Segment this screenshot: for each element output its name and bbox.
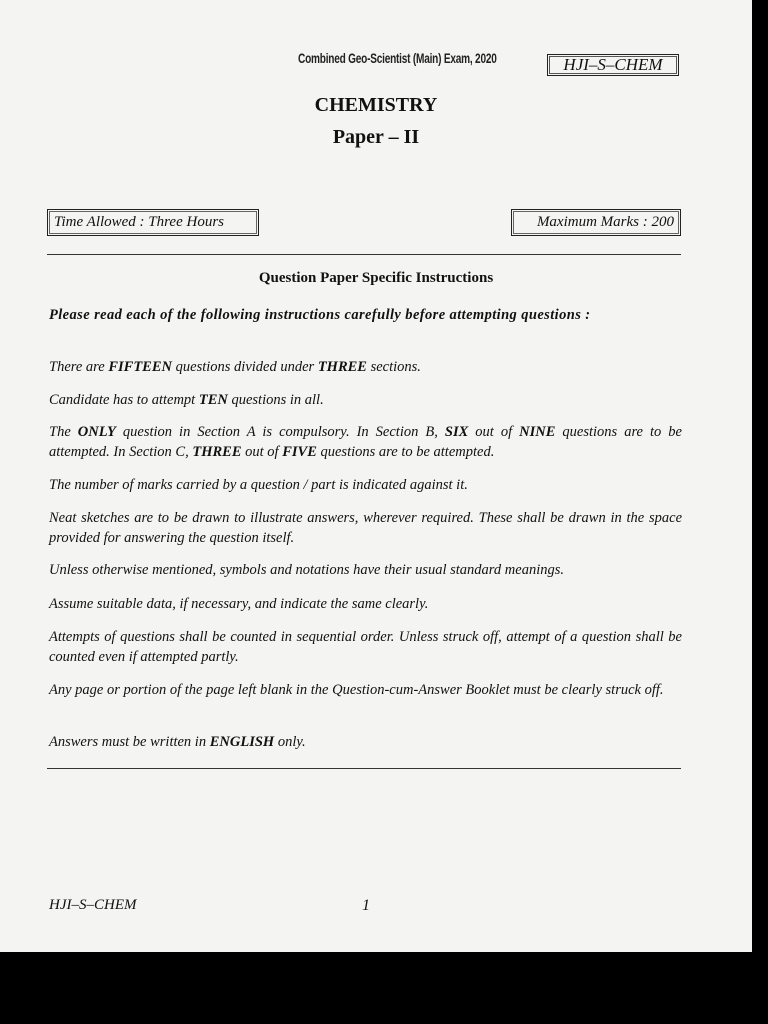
instructions-intro: Please read each of the following instructions carefully before attempting questions :	[49, 307, 591, 323]
divider-top	[47, 254, 681, 255]
instruction-item: There are FIFTEEN questions divided under THREE sections.	[49, 359, 421, 375]
instruction-item: Candidate has to attempt TEN questions in all.	[49, 392, 324, 408]
instruction-item: Attempts of questions shall be counted in sequential order. Unless struck off, attempt of a question shall be counted even if attempted partly.	[49, 629, 682, 665]
page-number: 1	[362, 897, 370, 914]
time-allowed: Time Allowed : Three Hours	[54, 214, 225, 230]
paper-code: HJI–S–CHEM	[563, 55, 663, 74]
footer-paper-code: HJI–S–CHEM	[49, 897, 137, 913]
instruction-item: Assume suitable data, if necessary, and indicate the same clearly.	[49, 596, 429, 612]
maximum-marks-box	[511, 209, 681, 236]
emphasis-text: FIVE	[282, 444, 317, 460]
emphasis-text: ONLY	[77, 424, 116, 440]
emphasis-text: TEN	[198, 392, 228, 408]
emphasis-text: SIX	[444, 424, 469, 440]
exam-name: Combined Geo-Scientist (Main) Exam, 2020	[298, 50, 497, 66]
maximum-marks: Maximum Marks : 200	[536, 214, 674, 230]
emphasis-text: ENGLISH	[209, 734, 275, 750]
instruction-item: The number of marks carried by a question / part is indicated against it.	[49, 477, 468, 493]
instruction-item: The ONLY question in Section A is compulsory. In Section B, SIX out of NINE questions are to be attempted. In Section C, THREE out of FIVE questions are to be attempted.	[49, 424, 682, 460]
emphasis-text: NINE	[519, 424, 556, 440]
instruction-item: Answers must be written in ENGLISH only.	[49, 734, 306, 750]
emphasis-text: THREE	[317, 359, 367, 375]
paper-code-box	[547, 54, 679, 76]
emphasis-text: THREE	[192, 444, 242, 460]
divider-bottom	[47, 768, 681, 769]
subject-title: CHEMISTRY	[314, 94, 438, 116]
paper-title: Paper – II	[332, 126, 420, 148]
time-allowed-box	[47, 209, 259, 236]
emphasis-text: FIFTEEN	[108, 359, 173, 375]
instruction-item: Any page or portion of the page left blank in the Question-cum-Answer Booklet must be clearly struck off.	[49, 682, 664, 698]
instructions-heading: Question Paper Specific Instructions	[258, 270, 494, 286]
instruction-item: Unless otherwise mentioned, symbols and notations have their usual standard meanings.	[49, 562, 564, 578]
instruction-item: Neat sketches are to be drawn to illustrate answers, wherever required. These shall be drawn in the space provided for answering the question itself.	[49, 510, 682, 546]
